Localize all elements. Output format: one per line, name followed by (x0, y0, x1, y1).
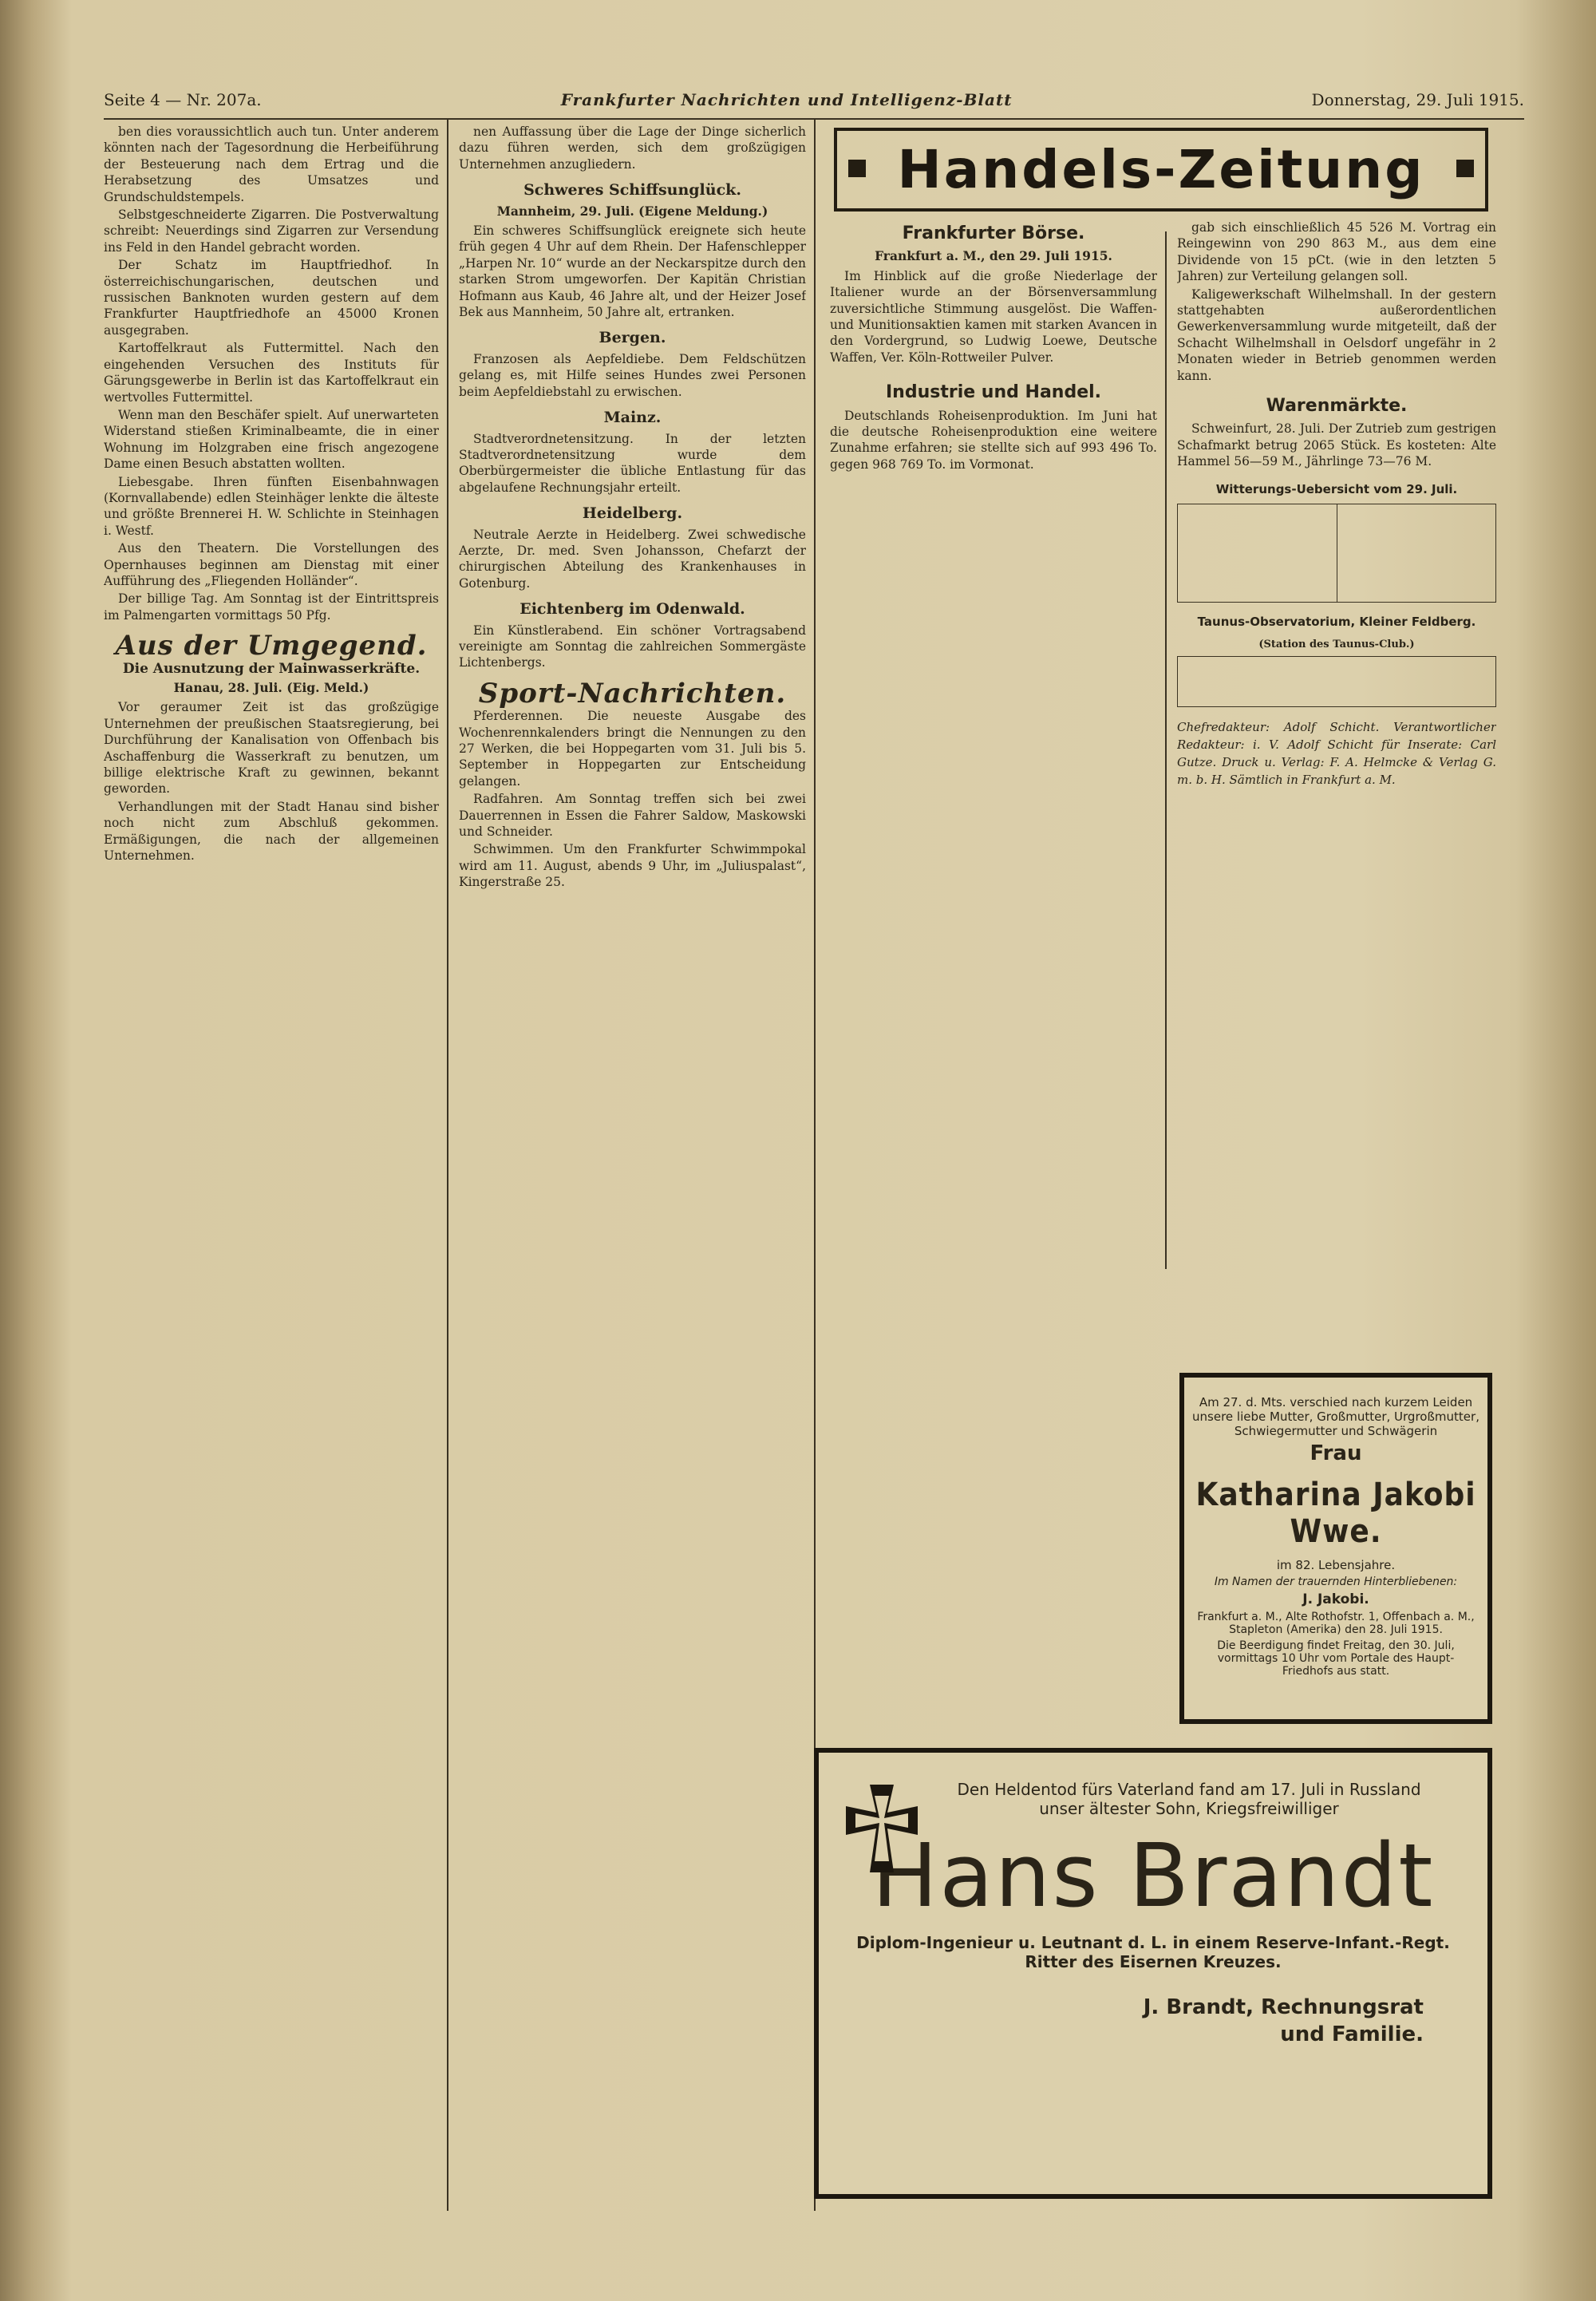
article-paragraph: Im Hinblick auf die große Niederlage der Italiener wurde an der Börsenversammlung zuversichtliche Stimmung ausgelöst. Die Waffen- und Munitionsaktien kamen mit starken Avancen in den Vordergrund, so Ludwig Loewe, Deutsche Waffen, Ver. Köln-Rottweiler Pulver. (830, 268, 1157, 365)
column-rule-3 (1165, 231, 1167, 1269)
column-local-news (104, 124, 439, 2207)
article-paragraph: ben dies voraussichtlich auch tun. Unter anderem könnten nach der Tagesordnung die Herbeiführung der Besteuerung nach dem Ertrag und die Herabsetzung des Umsatzes und Grundschuldstempels. (104, 125, 439, 204)
handels-zeitung-masthead (834, 128, 1488, 212)
section-heading-umgegend: Aus der Umgegend. (115, 630, 428, 662)
obituary-signer: J. Brandt, Rechnungsrat (1143, 1995, 1424, 2019)
article-heading: Die Ausnutzung der Mainwasserkräfte. (122, 660, 421, 677)
article-paragraph: Verhandlungen mit der Stadt Hanau sind bisher noch nicht zum Abschluß gekommen. Ermäßigungen, die nach der allgemeinen Unternehmen. (104, 799, 439, 864)
obituary-name: Katharina Jakobi Wwe. (1195, 1477, 1476, 1550)
article-paragraph: Radfahren. Am Sonntag treffen sich bei zwei Dauerrennen in Essen die Fahrer Saldow, Maskowski und Schneider. (459, 792, 806, 840)
article-paragraph: Kartoffelkraut als Futtermittel. Nach den eingehenden Versuchen des Instituts für Gärungsgewerbe in Berlin ist das Kartoffelkraut ein wertvolles Futtermittel. (104, 341, 439, 405)
article-paragraph: Stadtverordnetensitzung. In der letzten Stadtverordnetensitzung wurde dem Oberbürgermeister die übliche Entlastung für das abgelaufene Rechnungsjahr erteilt. (459, 431, 806, 495)
newspaper-title: Frankfurter Nachrichten und Intelligenz-Blatt (560, 90, 1013, 109)
article-paragraph: Neutrale Aerzte in Heidelberg. Zwei schwedische Aerzte, Dr. med. Sven Johansson, Chefarzt der chirurgischen Abteilung des Krankenhauses in Gotenburg. (459, 527, 806, 591)
article-paragraph: Ein Künstlerabend. Ein schöner Vortragsabend vereinigte am Sonntag die zahlreichen Sommergäste Lichtenbergs. (459, 623, 806, 670)
obituary-mourners: Im Namen der trauernden Hinterbliebenen: (1214, 1576, 1458, 1588)
article-paragraph: Deutschlands Roheisenproduktion. Im Juni hat die deutsche Roheisenproduktion eine weitere Zunahme erfahren; sie stellte sich auf 993 496 To. gegen 968 769 To. im Vormonat. (830, 408, 1157, 472)
obituary-name: Hans Brandt (871, 1825, 1435, 1927)
column-regional-news (459, 124, 806, 2207)
obituary-age: im 82. Lebensjahre. (1276, 1558, 1396, 1572)
article-paragraph: Franzosen als Aepfeldiebe. Dem Feldschützen gelang es, mit Hilfe seines Hundes zwei Personen beim Aepfeldiebstahl zu erwischen. (459, 351, 806, 399)
page-number: Seite 4 — Nr. 207a. (104, 90, 262, 109)
taunus-heading: Taunus-Observatorium, Kleiner Feldberg. (1197, 615, 1476, 630)
editorial-imprint: Chefredakteur: Adolf Schicht. Verantwortlicher Redakteur: i. V. Adolf Schicht für Inserate: Carl Gutze. Druck u. Verlag: F. A. Helmcke & Verlag G. m. b. H. Sämtlich in Frankfurt a. M. (1177, 719, 1496, 787)
article-paragraph: Pferderennen. Die neueste Ausgabe des Wochenrennkalenders bringt die Nennungen zu den 27 Werken, die bei Hoppegarten vom 31. Juli bis 5. September in Hoppegarten zur Entscheidung gelangen. (459, 709, 806, 789)
column-business-right (1177, 219, 1496, 1265)
weather-table-body (1337, 504, 1496, 603)
section-heading-sport: Sport-Nachrichten. (478, 677, 787, 710)
obituary-brandt (814, 1748, 1492, 2199)
obituary-burial: Die Beerdigung findet Freitag, den 30. Juli, vormittags 10 Uhr vom Portale des Haupt-Friedhofs aus statt. (1217, 1639, 1455, 1678)
boerse-heading: Frankfurter Börse. (902, 223, 1085, 243)
obituary-intro: Am 27. d. Mts. verschied nach kurzem Leiden unsere liebe Mutter, Großmutter, Urgroßmutter, Schwiegermutter und Schwägerin (1192, 1395, 1479, 1438)
article-paragraph: Schweinfurt, 28. Juli. Der Zutrieb zum gestrigen Schafmarkt betrug 2065 Stück. Es kosteten: Alte Hammel 56—59 M., Jährlinge 73—76 M. (1177, 421, 1496, 469)
article-heading: Bergen. (598, 329, 666, 347)
obituary-jakobi (1179, 1373, 1492, 1724)
article-paragraph: Kaligewerkschaft Wilhelmshall. In der gestern stattgehabten außerordentlichen Gewerkenversammlung wurde mitgeteilt, daß der Schacht Wilhelmshall in Oelsdorf ungefähr in 2 Monaten wieder in Betrieb genommen werden kann. (1177, 287, 1496, 383)
obituary-rank: Diplom-Ingenieur u. Leutnant d. L. in einem Reserve-Infant.-Regt. Ritter des Eisernen Kreuzes. (856, 1933, 1450, 1971)
obituary-title: Frau (1310, 1441, 1362, 1465)
article-paragraph: nen Auffassung über die Lage der Dinge sicherlich dazu führen werden, sich dem großzügigen Unternehmen anzugliedern. (459, 125, 806, 172)
article-paragraph: gab sich einschließlich 45 526 M. Vortrag ein Reingewinn von 290 863 M., aus dem eine Dividende von 15 pCt. (wie in den letzten 5 Jahren) zur Verteilung gelangen soll. (1177, 220, 1496, 284)
column-rule-1 (447, 120, 448, 2211)
weather-table-title: Witterungs-Uebersicht vom 29. Juli. (1215, 481, 1458, 496)
masthead-ornament-right (1456, 160, 1474, 177)
article-paragraph: Wenn man den Beschäfer spielt. Auf unerwarteten Widerstand stießen Kriminalbeamte, die in einer Wohnung im Holzgraben eine frisch angezogene Dame einen Besuch abstatten wollten. (104, 407, 439, 472)
article-paragraph: Schwimmen. Um den Frankfurter Schwimmpokal wird am 11. August, abends 9 Uhr, im „Juliuspalast“, Kingerstraße 25. (459, 842, 806, 890)
taunus-table (1177, 656, 1496, 707)
article-dateline: Mannheim, 29. Juli. (Eigene Meldung.) (496, 203, 768, 219)
masthead-ornament-left (848, 160, 866, 177)
article-paragraph: Selbstgeschneiderte Zigarren. Die Postverwaltung schreibt: Neuerdings sind Zigarren zur Versendung ins Feld in den Handel gebracht worden. (104, 208, 439, 255)
article-paragraph: Aus den Theatern. Die Vorstellungen des Opernhauses beginnen am Dienstag mit einer Aufführung des „Fliegenden Holländer“. (104, 541, 439, 588)
article-heading: Eichtenberg im Odenwald. (519, 600, 745, 619)
article-paragraph: Der Schatz im Hauptfriedhof. In österreichischungarischen, deutschen und russischen Banknoten wurden gestern auf dem Frankfurter Hauptfriedhofe an 45000 Kronen ausgegraben. (104, 258, 439, 338)
article-paragraph: Der billige Tag. Am Sonntag ist der Eintrittspreis im Palmengarten vormittags 50 Pfg. (104, 591, 439, 623)
column-business-left (830, 219, 1157, 1265)
weather-table (1177, 504, 1496, 603)
taunus-table-body (1178, 656, 1496, 706)
article-paragraph: Vor geraumer Zeit ist das großzügige Unternehmen der preußischen Staatsregierung, bei Durchführung der Kanalisation von Offenbach bis Aschaffenburg die Wasserkraft zu benutzen, um billige elektrische Kraft zu gewinnen, bekannt geworden. (104, 700, 439, 797)
article-paragraph: Ein schweres Schiffsunglück ereignete sich heute früh gegen 4 Uhr auf dem Rhein. Der Hafenschlepper „Harpen Nr. 10“ wurde an der Neckarspitze durch den starken Strom umgeworfen. Der Kapitän Christian Hofmann aus Kaub, 46 Jahre alt, und der Heizer Josef Bek aus Mannheim, 50 Jahre alt, ertranken. (459, 223, 806, 320)
obituary-intro: Den Heldentod fürs Vaterland fand am 17. Juli in Russland unser ältester Sohn, Kriegsfreiwilliger (957, 1780, 1421, 1818)
article-paragraph: Liebesgabe. Ihren fünften Eisenbahnwagen (Kornvallabende) edlen Steinhäger lenkte die älteste und größte Brennerei H. W. Schlichte in Steinhagen i. Westf. (104, 474, 439, 538)
article-heading: Mainz. (603, 409, 662, 427)
industrie-heading: Industrie und Handel. (885, 382, 1102, 403)
iron-cross-icon (838, 1777, 926, 1880)
boerse-dateline: Frankfurt a. M., den 29. Juli 1915. (875, 248, 1112, 264)
obituary-address: Frankfurt a. M., Alte Rothofstr. 1, Offenbach a. M., Stapleton (Amerika) den 28. Juli 1915. (1197, 1611, 1475, 1636)
masthead-title: Handels-Zeitung (897, 139, 1425, 200)
article-dateline: Hanau, 28. Juli. (Eig. Meld.) (173, 680, 369, 695)
weather-table-body (1178, 504, 1337, 603)
article-heading: Heidelberg. (582, 504, 683, 523)
obituary-family: und Familie. (1280, 2022, 1424, 2046)
page-date: Donnerstag, 29. Juli 1915. (1311, 90, 1524, 109)
article-heading: Schweres Schiffsunglück. (523, 181, 741, 200)
page-header (104, 86, 1524, 113)
taunus-subheading: (Station des Taunus-Club.) (1258, 638, 1415, 650)
obituary-signer: J. Jakobi. (1302, 1591, 1369, 1607)
warenmaerkte-heading: Warenmärkte. (1266, 396, 1408, 417)
